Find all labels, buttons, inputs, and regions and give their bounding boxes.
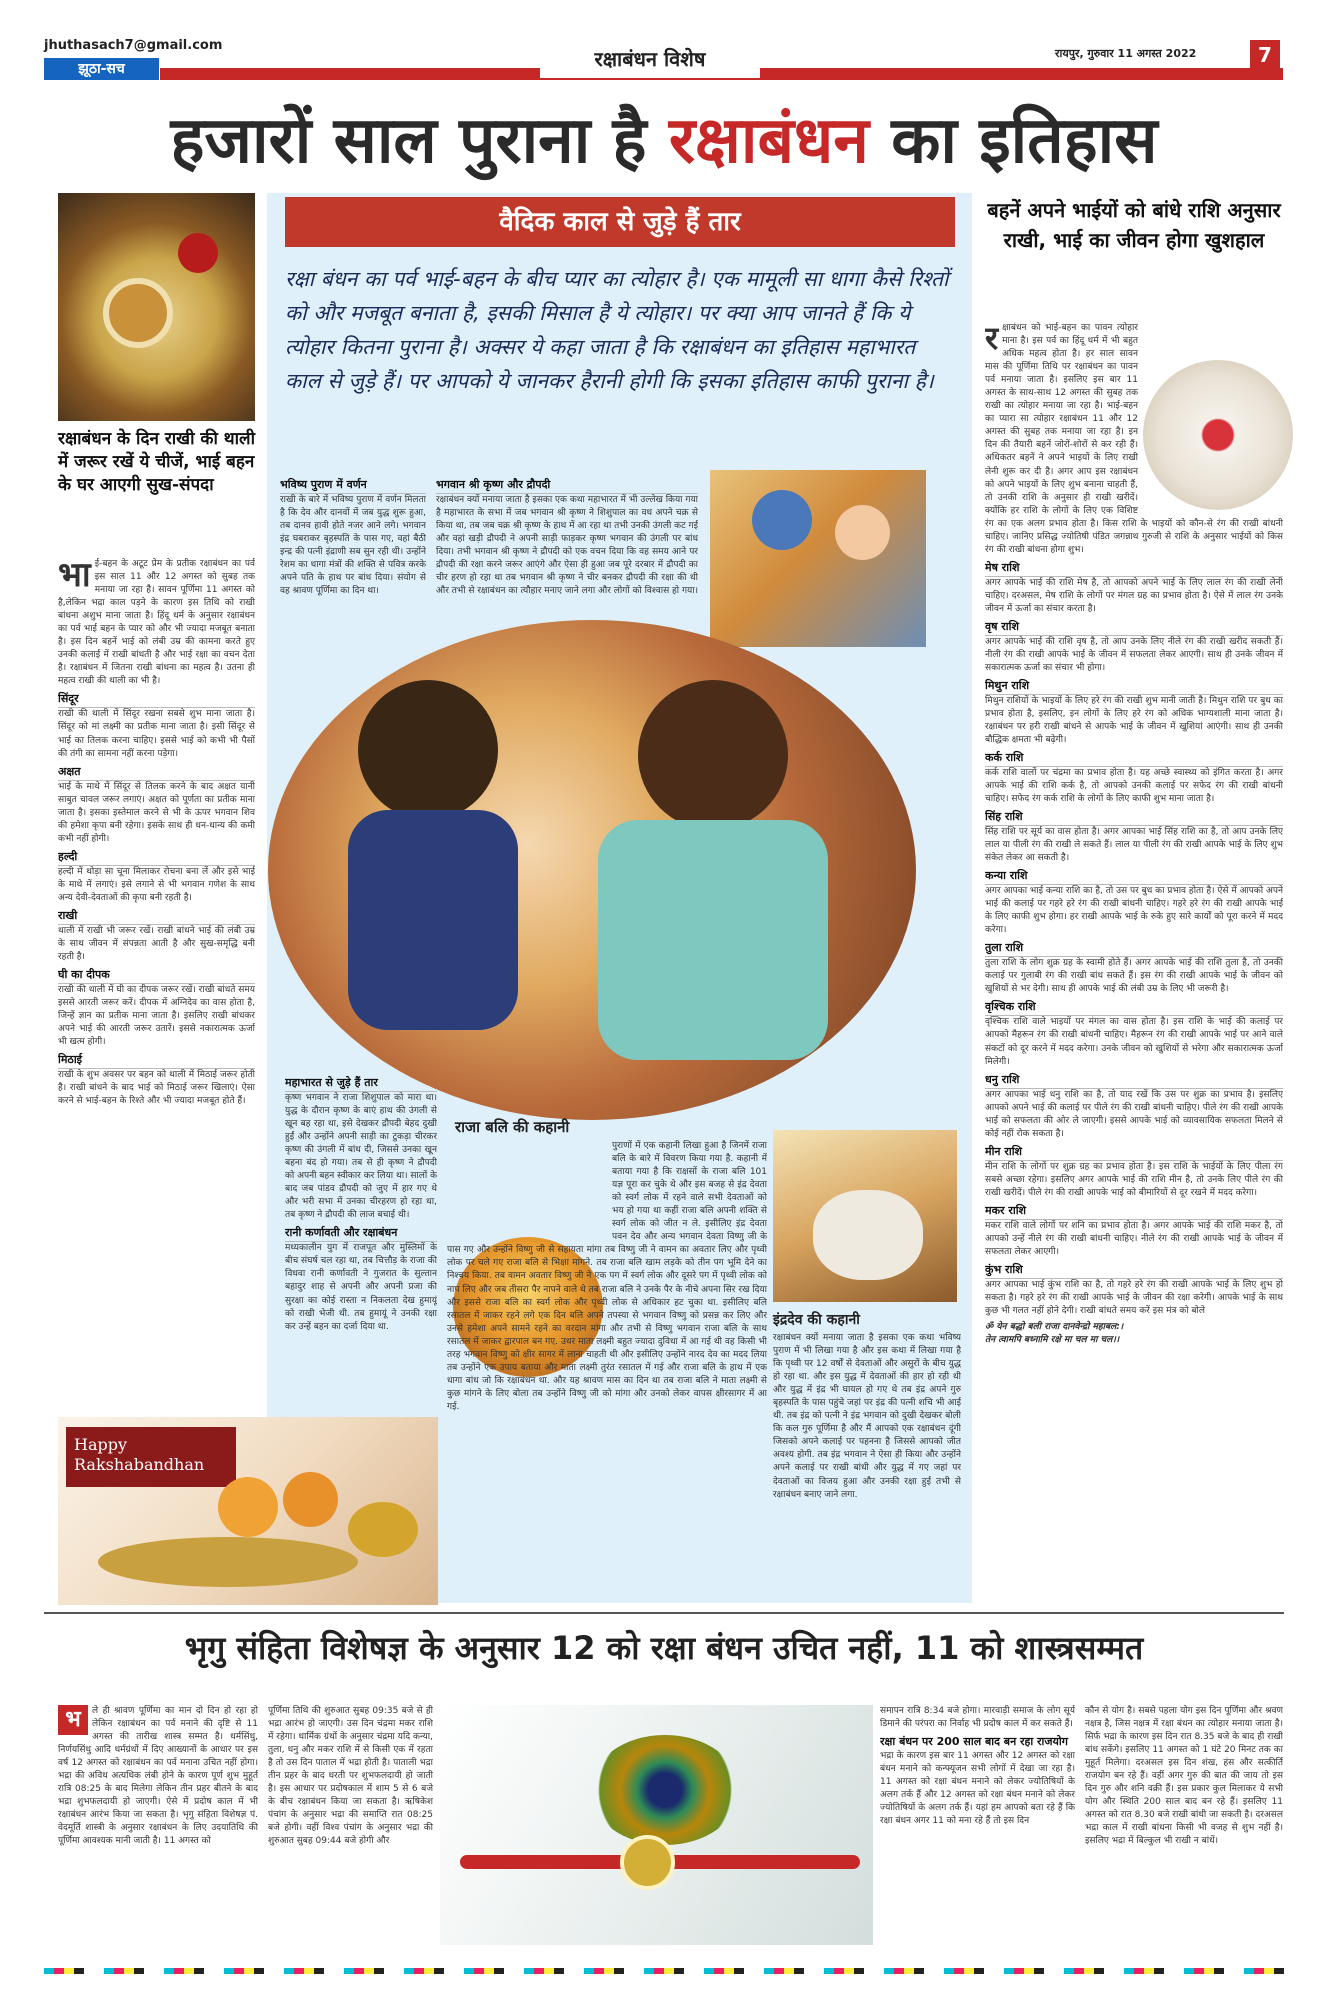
subhead-haldi: हल्दी	[58, 849, 78, 863]
rakhi-photo-spacer	[1138, 322, 1283, 512]
para-singh: सिंह राशि पर सूर्य का वास होता है। अगर आपका भाई सिंह राशि का है, तो आप उनके लिए लाल या पीली रंग की राखी ले सकते हैं। लाल या पीली रंग की राखी आपके भाई के लिए शुभ संकेत लेकर आ सकती है।	[985, 827, 1283, 864]
laddoo-1	[218, 1477, 278, 1537]
mantra-line-2: तेन त्वामपि बध्नामि रक्षे मा चल मा चल।।	[985, 1335, 1120, 1346]
dropcap-left: भा	[58, 558, 91, 595]
subhead-singh: सिंह राशि	[985, 810, 1023, 824]
para-haldi: हल्दी में थोड़ा सा चूना मिलाकर रोचना बना लें और इसे भाई के माथे में लगाएं। इसे लगाने से भी भगवान गणेश के साथ अन्य देवी-देवताओं की कृपा बनी रहती है।	[58, 866, 255, 903]
para-tula: तुला राशि के लोग शुक्र ग्रह के स्वामी होते हैं। अगर आपके भाई की राशि तुला है, तो उनकी कलाई पर गुलाबी रंग की राखी बांध सकते हैं। इस रंग की राखी आपके भाई के जीवन को खुशियों से भर देगी। साथ ही आपके भाई की लंबी उम्र के लिए भी जरूरी है।	[985, 958, 1283, 995]
thali-caption: रक्षाबंधन के दिन राखी की थाली में जरूर रखें ये चीजें, भाई बहन के घर आएगी सुख-संपदा	[58, 429, 255, 495]
para-karnavati: मध्यकालीन युग में राजपूत और मुस्लिमों के बीच संघर्ष चल रहा था, तब चित्तौड़ के राजा की विधवा रानी कर्णावती ने गुजरात के सुल्तान बहादुर शाह से अपनी और अपनी प्रजा की सुरक्षा का कोई रास्ता न निकलता देख हुमायूं को राखी भेजी थी. तब हुमायूं ने उनकी रक्षा कर उन्हें बहन का दर्जा दिया था.	[285, 1243, 437, 1332]
para-vrish: अगर आपके भाई की राशि वृष है, तो आप उनके लिए नीले रंग की राखी खरीद सकती हैं। नीली रंग की राखी आपके भाई के जीवन में सफलता लेकर आएगी। साथ ही उनके जीवन में सकारात्मक ऊर्जा का संचार भी होगा।	[985, 636, 1283, 673]
para-vrishchik: वृश्चिक राशि वाले भाइयों पर मंगल का वास होता है। इस राशि के भाई की कलाई पर आपको मैहरून रंग की राखी बांधनी चाहिए। मैहरून रंग की राखी आपके भाई पर आने वाले संकटों को दूर करने में मदद करेगा। उनके जीवन को खुशियों से भरेगा और सकारात्मक ऊर्जा मिलेगी।	[985, 1017, 1283, 1067]
happy-rakshabandhan-photo	[58, 1417, 438, 1605]
subhead-mithai: मिठाई	[58, 1053, 83, 1067]
bottom-headline: भृगु संहिता विशेषज्ञ के अनुसार 12 को रक्षा बंधन उचित नहीं, 11 को शास्त्रसम्मत	[184, 1629, 1144, 1667]
subhead-mahabharat: महाभारत से जुड़े हैं तार	[285, 1076, 378, 1089]
laddoo-2	[283, 1472, 338, 1527]
subhead-kark: कर्क राशि	[985, 751, 1024, 765]
subhead-mesh: मेष राशि	[985, 560, 1020, 574]
para-mahabharat: कृष्ण भगवान ने राजा शिशुपाल को मारा था। युद्ध के दौरान कृष्ण के बाएं हाथ की उंगली से खून बह रहा था, इसे देखकर द्रौपदी बेहद दुखी हुईं और उन्होंने अपनी साड़ी का टुकड़ा चीरकर कृष्ण की उंगली में बांध दी, जिससे उनका खून बहना बंद हो गया। तब से ही कृष्ण ने द्रौपदी को अपनी बहन स्वीकार कर लिया था। सालों के बाद जब पांडव द्रौपदी को जुए में हार गए थे और भरी सभा में उनका चीरहरण हो रहा था, तब कृष्ण ने द्रौपदी की लाज बचाई थी।	[285, 1092, 437, 1221]
para-mithai: राखी के शुभ अवसर पर बहन को थाली में मिठाई जरूर होती है। राखी बांधने के बाद भाई को मिठाई जरूर खिलाएं। ऐसा करने से भाई-बहन के रिश्ते और भी ज्यादा मजबूत होते हैं।	[58, 1070, 255, 1107]
brand-logo: झूठा-सच	[44, 58, 159, 80]
peacock-feather-rakhi-photo	[440, 1705, 873, 1945]
peacock-feather-eye	[590, 1735, 740, 1845]
rashi-article-title: बहनें अपने भाईयों को बांधे राशि अनुसार राखी, भाई का जीवन होगा खुशहाल	[987, 198, 1281, 252]
masthead-email: jhuthasach7@gmail.com	[44, 38, 223, 53]
boy-figure	[358, 680, 498, 820]
subhead-vrishchik: वृश्चिक राशि	[985, 1000, 1036, 1014]
diya-bowl	[348, 1502, 418, 1557]
subhead-krishna: भगवान श्री कृष्ण और द्रौपदी	[436, 478, 551, 491]
edition-date: रायपुर, गुरुवार 11 अगस्त 2022	[1055, 47, 1197, 60]
girl-figure	[638, 680, 788, 830]
para-krishna: रक्षाबंधन क्यों मनाया जाता है इसका एक कथा महाभारत में भी उल्लेख किया गया है महाभारत के सभा में जब भगवान श्री कृष्ण ने शिशुपाल का वध अपने चक्र से किया था, तब जब चक्र श्री कृष्ण के हाथ में आ रहा था तभी उनकी उंगली कट गई और वहां खड़ी द्रौपदी ने अपनी साड़ी फाड़कर कृष्ण भगवान की उंगली पर बांध दिया। तभी भगवान श्री कृष्ण ने द्रौपदी को एक वचन दिया कि वह समय आने पर द्रौपदी की रक्षा करने जरूर आएंगे और ऐसा ही हुआ जब पूरे दरबार में द्रौपदी का चीर हरण हो रहा था तब भगवान श्री कृष्ण ने चीर बनकर द्रौपदी की रक्षा की थी और तभी से रक्षाबंधन का त्यौहार मनाए जाने लगा और लोगों को विश्वास हो गया।	[436, 494, 698, 597]
rakhi-thali-photo	[58, 193, 255, 421]
subhead-mithun: मिथुन राशि	[985, 679, 1030, 692]
bali-float-spacer	[447, 1140, 612, 1240]
dropcap-right: र	[985, 322, 999, 357]
para-rakhi: थाली में राखी भी जरूर रखें। राखी बांधने भाई की लंबी उम्र के साथ जीवन में संपन्नता आती है और सुख-समृद्धि बनी रहती है।	[58, 925, 255, 962]
para-dhanu: अगर आपका भाई धनु राशि का है, तो याद रखें कि उस पर शुक्र का प्रभाव है। इसलिए आपको अपने भाई की कलाई पर पीले रंग की राखी बांधनी चाहिए। पीले रंग की राखी आपके भाई को सफलता की ओर ले जाएगी। इससे आपके भाई को व्यावसायिक सफलता मिलने से कोई नहीं रोक सकता है।	[985, 1089, 1283, 1139]
bottom-col-1: भ ले ही श्रावण पूर्णिमा का मान दो दिन हो रहा हो लेकिन रक्षाबंधन का पर्व मनाने की दृष्टि से 11 अगस्त की तारीख शास्त्र सम्मत है। धर्मसिंधु, निर्णयसिंधु आदि धर्मग्रंथों में दिए आख्यानों के आधार पर इस वर्ष 12 अगस्त को रक्षाबंधन का पर्व मनाना उचित नहीं होगा। भद्रा की अविध अत्यधिक लंबी होने के कारण पूर्ण शुभ मुहूर्त रात्रि 08:25 के बाद मिलेगा लेकिन तीन प्रहर बीतने के बाद भद्रा शुभफलदायी हो जाएगी। ऐसे में प्रदोष काल में भी रक्षाबंधन आरंभ किया जा सकता है। भृगु संहिता विशेषज्ञ पं. वेदमूर्ति शास्त्री के अनुसार रक्षाबंधन के लिए उदयातिथि की पूर्णिमा आवश्यक मानी जाती है। 11 अगस्त को	[58, 1706, 258, 1847]
para-akshat: भाई के माथे में सिंदूर से तिलक करने के बाद अक्षत यानी साबुत चावल जरूर लगाएं। अक्षत को पूर्णता का प्रतीक माना जाता है। इसका इस्तेमाल करने से भी के ऊपर भगवान शिव की हमेशा कृपा बनी रहेगा। इसके साथ ही धन-धान्य की कमी कभी नहीं होगी।	[58, 781, 255, 844]
dry-fruit-bowl	[103, 278, 173, 348]
para-bali: पुराणों में एक कहानी लिखा हुआ है जिनमें राजा बलि के बारे में विवरण किया गया है. कहानी में बताया गया है कि राक्षसों के राजा बलि 101 यज्ञ पूरा कर चुके थे और इस बजह से इंद्र देवता को स्वर्ग लोक में रहने वाले सभी देवताओं को भय हो गया था कहीं राजा बलि अपनी शक्ति से स्वर्ग लोक को जीत न ले. इसीलिए इंद्र देवता पवन देव और अन्य भगवान देवता विष्णु जी के पास गए और उन्होंने विष्णु जी से सहायता मांगा तब विष्णु जी ने वामन का अवतार लिए और पृथ्वी लोक पर चले गए राजा बलि से भिक्षा मांगने. तब राजा बलि खाम लड़के को तीन पग भूमि देने का निश्चय किया. तब वामन अवतार विष्णु जी ने एक पग में स्वर्ग लोक और दूसरे पग में पृथ्वी लोक को नाप लिए और जब तीसरा पैर नापने वाले थे तब राजा बलि ने उनके पैर के नीचे अपना सिर रख दिया और इससे राजा बलि का स्वर्ग लोक और पृथ्वी लोक से अधिकार हट चुका था. इसीलिए बलि रसातल में जाकर रहने लगे एक दिन बलि अपने तपस्या से भगवान विष्णु को प्रसन्न कर लिए और उनसे हमेशा अपने सामने रहने का वरदान मांगा और तभी से विष्णु भगवान राजा बलि के साथ रसातल में जाकर द्वारपाल बन गए. उधर माता लक्ष्मी बहुत ज्यादा दुविधा में आ गई थी वह किसी भी तरह भगवान विष्णु को क्षीर सागर में लाना चाहती थी और इसीलिए उन्होंने नारद देव का मदद लिया तब उन्होंने एक उपाय बताया और माता लक्ष्मी तुरंत रसातल में गई और राजा बलि के हाथ में एक धागा बांध जो कि रक्षाबंधन था. और यह श्रावण मास का दिन था तब राजा बलि ने माता लक्ष्मी से कुछ मांगने के लिए बोला तब उन्होंने विष्णु जी को मांगा और उनको लेकर वापस क्षीरसागर में आ गई.	[447, 1141, 767, 1412]
feature-intro: रक्षा बंधन का पर्व भाई-बहन के बीच प्यार का त्योहार है। एक मामूली सा धागा कैसे रिश्तों को और मजबूत बनाता है, इसकी मिसाल है ये त्योहार। पर क्या आप जानते हैं कि ये त्योहार कितना पुराना है। अक्सर ये कहा जाता है कि रक्षाबंधन का इतिहास महाभारत काल से जुड़े हैं। पर आपको ये जानकर हैरानी होगी कि इसका इतिहास काफी पुराना है।	[285, 267, 949, 393]
left-column-text: भाई-बहन के अटूट प्रेम के प्रतीक रक्षाबंधन का पर्व इस साल 11 और 12 अगस्त को सुबह तक मनाया जा रहा है। सावन पूर्णिमा 11 अगस्त को है,लेकिन भद्रा काल पड़ने के कारण इस तिथि को राखी बांधना अशुभ माना जाता है। हिंदू धर्म के अनुसार रक्षाबंधन का पर्व भाई बहन के प्यार को और भी ज्यादा मजबूत बनाता है। इस दिन बहनें भाई को लंबी उम्र की कामना करते हुए उनकी कलाई में राखी बांधती है और भाई रक्षा का वचन देता है। रक्षाबंधन में जितना राखी बांधना का महत्व है। उतना ही महत्व राखी की थाली का भी है। सिंदूर राखी की थाली में सिंदूर रखना सबसे शुभ माना जाता है। सिंदूर को मां लक्ष्मी का प्रतीक माना जाता है। इसी सिंदूर से भाई का तिलक करना चाहिए। इससे भाई को कभी भी पैसों की तंगी का सामना नहीं करना पड़ेगा। अक्षत भाई के माथे में सिंदूर से तिलक करने के बाद अक्षत यानी साबुत चावल जरूर लगाएं। अक्षत को पूर्णता का प्रतीक माना जाता है। इसका इस्तेमाल करने से भी के ऊपर भगवान शिव की हमेशा कृपा बनी रहेगा। इसके साथ ही धन-धान्य की कमी कभी नहीं होगी। हल्दी हल्दी में थोड़ा सा चूना मिलाकर रोचना बना लें और इसे भाई के माथे में लगाएं। इसे लगाने से भी भगवान गणेश के साथ अन्य देवी-देवताओं की कृपा बनी रहती है। राखी थाली में राखी भी जरूर रखें। राखी बांधने भाई की लंबी उम्र के साथ जीवन में संपन्नता आती है और सुख-समृद्धि बनी रहती है। घी का दीपक राखी की थाली में घी का दीपक जरूर रखें। राखी बांधते समय इससे आरती जरूर करें। दीपक में अग्निदेव का वास होता है, जिन्हें ज्ञान का प्रतीक माना जाता है। इसलिए राखी बांधकर अपने भाई की आरती जरूर उतारें। इससे नकारात्मक ऊर्जा भी खत्म होगी। मिठाई राखी के शुभ अवसर पर बहन को थाली में मिठाई जरूर होती है। राखी बांधने के बाद भाई को मिठाई जरूर खिलाएं। ऐसा करने से भाई-बहन के रिश्ते और भी ज्यादा मजबूत होते हैं।	[58, 558, 255, 1418]
krishna-draupadi-painting	[710, 470, 926, 647]
subhead-vrish: वृष राशि	[985, 619, 1019, 633]
greeting-card-text: Happy Rakshabandhan	[66, 1427, 236, 1487]
subhead-diya: घी का दीपक	[58, 967, 110, 981]
page-number: 7	[1250, 40, 1280, 70]
para-mesh: अगर आपके भाई की राशि मेष है, तो आपको अपने भाई के लिए लाल रंग की राखी लेनी चाहिए। दरअसल, मेष राशि के लोगों पर मंगल ग्रह का प्रभाव होता है। ऐसे में लाल रंग उनके जीवन में ऊर्जा का संचार करता है।	[985, 577, 1283, 614]
roli-bowl	[178, 233, 218, 273]
subhead-rakhi: राखी	[58, 908, 78, 922]
section-title: रक्षाबंधन विशेष	[540, 40, 760, 78]
mantra-line-1: ॐ येन बद्धो बली राजा दानवेन्द्रो महाबल:।	[985, 1321, 1124, 1332]
subhead-makar: मकर राशि	[985, 1203, 1027, 1217]
puja-thali	[98, 1537, 358, 1587]
subhead-sindoor: सिंदूर	[58, 692, 79, 706]
subhead-karnavati: रानी कर्णावती और रक्षाबंधन	[285, 1226, 398, 1240]
subhead-bali: राजा बलि की कहानी	[455, 1118, 570, 1136]
para-kanya: अगर आपका भाई कन्या राशि का है, तो उस पर बुध का प्रभाव होता है। ऐसे में आपको अपने भाई की कलाई पर गहरे हरे रंग की राखी बांधनी चाहिए। गहरे हरे रंग की राखी आपके भाई के लिए काफी शुभ होगा। हर राखी आपके भाई के रुके हुए सारे कार्यों को पूरा करने में मदद करेगा।	[985, 886, 1283, 936]
print-registration-bar	[44, 1968, 1284, 1974]
subhead-kanya: कन्या राशि	[985, 869, 1028, 883]
para-kumbh: अगर आपका भाई कुंभ राशि का है, तो गहरे हरे रंग की राखी आपके भाई के लिए शुभ हो सकता है। गहरे हरे रंग की राखी आपके भाई के जीवन की रक्षा करेगी। आपके भाई के साथ कुछ भी गलत नहीं होने देगी। राखी बांधते समय करें इस मंत्र को बोले	[985, 1279, 1283, 1316]
para-bhavishya: राखी के बारे में भविष्य पुराण में वर्णन मिलता है कि देव और दानवों में जब युद्ध शुरू हुआ, तब दानव हावी होते नजर आने लगे। भगवान इंद्र घबराकर बृहस्पति के पास गए, वहां बैठी इन्द्र की पत्नी इंद्राणी सब सुन रही थी। उन्होंने रेशम का धागा मंत्रों की शक्ति से पवित्र करके अपने पति के हाथ पर बांध दिया। संयोग से वह श्रावण पूर्णिमा का दिन था।	[280, 494, 426, 597]
indradev-elephant-painting	[773, 1130, 957, 1302]
para-sindoor: राखी की थाली में सिंदूर रखना सबसे शुभ माना जाता है। सिंदूर को मां लक्ष्मी का प्रतीक माना जाता है। इसी सिंदूर से भाई का तिलक करना चाहिए। इससे भाई को कभी भी पैसों की तंगी का सामना नहीं करना पड़ेगा।	[58, 709, 255, 759]
subhead-kumbh: कुंभ राशि	[985, 1262, 1023, 1276]
boy-jacket	[348, 810, 518, 1030]
airavata-figure	[813, 1190, 923, 1280]
subhead-akshat: अक्षत	[58, 764, 81, 778]
mahabharat-section	[285, 1072, 437, 1372]
dropcap-bottom: भ	[58, 1705, 88, 1735]
para-indradev: रक्षाबंधन क्यों मनाया जाता है इसका एक कथा भविष्य पुराण में भी लिखा गया है और इस कथा में लिखा गया है कि पृथ्वी पर 12 वर्षों से देवताओं और असुरों के बीच युद्ध हो रहा था. और इस युद्ध में देवताओं की हार हो रही थी और युद्ध में इंद्र भी घायल हो गए थे तब इंद्र अपने गुरु बृहस्पति के पास पहुंचे जहां पर इंद्र की पत्नी शचि भी आई थी. तब इंद्र को पत्नी ने इंद्र भगवान को दुखी देखकर बोली कि कल गुरु पूर्णिमा है और मैं आपको एक रक्षाबंधन दूंगी जिसको अपने कलाई पर पहनना है जिससे आपको जीत अवश्य होगी. तब इंद्र भगवान ने ऐसा ही किया और उन्होंने अपने कलाई पर राखी बांधी और युद्ध में गए जहां पर देवताओं का विजय हुआ और उनकी रक्षा हुई तभी से रक्षाबंधन बनाए जाने लगा.	[773, 1333, 961, 1500]
para-mithun: मिथुन राशियों के भाइयों के लिए हरे रंग की राखी शुभ मानी जाती है। मिथुन राशि पर बुध का प्रभाव होता है, इसलिए, इन लोगों के लिए हरे रंग को अधिक भाग्यशाली माना जाता है। रक्षाबंधन पर हरी राखी बांधने से आपके भाई के जीवन में खुशियां आएंगी। साथ ही उनकी बौद्धिक क्षमता भी बढ़ेगी।	[985, 695, 1283, 746]
para-diya: राखी की थाली में घी का दीपक जरूर रखें। राखी बांधते समय इससे आरती जरूर करें। दीपक में अग्निदेव का वास होता है, जिन्हें ज्ञान का प्रतीक माना जाता है। इसलिए राखी बांधकर अपने भाई की आरती जरूर उतारें। इससे नकारात्मक ऊर्जा भी खत्म होगी।	[58, 984, 255, 1048]
main-headline: हजारों साल पुराना है रक्षाबंधन का इतिहास	[170, 103, 1158, 178]
para-col3a: समापन रात्रि 8:34 बजे होगा। मारवाड़ी समाज के लोग सूर्य डिमाने की परंपरा का निर्वाह भी प्रदोष काल में कर सकते हैं।	[880, 1706, 1075, 1730]
subhead-indradev: इंद्रदेव की कहानी	[773, 1312, 860, 1328]
bottom-col-3	[880, 1705, 1075, 1950]
bottom-divider	[44, 1612, 1284, 1614]
subhead-bhavishya: भविष्य पुराण में वर्णन	[280, 478, 367, 491]
girl-dress	[598, 820, 828, 1060]
bottom-col-2: पूर्णिमा तिथि की शुरुआत सुबह 09:35 बजे से ही भद्रा आरंभ हो जाएगी। उस दिन चंद्रमा मकर राशि में रहेगा। धार्मिक ग्रंथों के अनुसार चंद्रमा यदि कन्या, तुला, धनु और मकर राशि में से किसी एक में रहता है तो उस दिन पाताल में भद्रा होती है। पाताली भद्रा तीन प्रहर के बाद धरती पर शुभफलदायी हो जाती है। इस आधार पर प्रदोषकाल में शाम 5 से 6 बजे के बीच रक्षाबंधन किया जा सकता है। ऋषिकेश पंचांग के अनुसार भद्रा की समाप्ति रात 08:25 बजे होगी। वहीं विश्व पंचांग के अनुसार भद्रा की शुरुआत सुबह 09:44 बजे होगी और	[268, 1706, 433, 1847]
subhead-tula: तुला राशि	[985, 941, 1024, 955]
krishna-figure	[752, 490, 812, 550]
para-meen: मीन राशि के लोगों पर शुक्र ग्रह का प्रभाव होता है। इस राशि के भाईयों के लिए पीला रंग सबसे अच्छा रहेगा। इसलिए अगर आपके भाई की राशि मीन है, तो उनके लिए पीले रंग की राखी खरीदें। पीले रंग की राखी आपके भाई को बीमारियों से दूर रखने में मदद करेगा।	[985, 1161, 1283, 1198]
rashi-article-text: रक्षाबंधन को भाई-बहन का पावन त्योहार माना है। इस पर्व का हिंदू धर्म में भी बहुत अधिक महत्व होता है। हर साल सावन मास की पूर्णिमा तिथि पर रक्षाबंधन का पावन पर्व मनाया जाता है। इसलिए इस बार 11 अगस्त के साथ-साथ 12 अगस्त की सुबह तक राखी का त्योहार मनाया जा रहा है। भाई-बहन का प्यारा सा त्योहार रक्षाबंधन 11 और 12 अगस्त की सुबह तक मनाया जा रहा है। इन दिन की तैयारी बहनें जोरों-शोरों से कर रही हैं। अधिकतर बहनें ने अपने भाइयों के लिए राखी लेनी शुरू कर दी है। अगर आप इस रक्षाबंधन को अपने भाइयों के लिए शुभ बनाना चाहती हैं, तो उनकी राशि के अनुसार ही राखी खरीदें। क्योंकि हर राशि के लोगों के लिए एक विशिष्ट रंग का एक अलग प्रभाव होता है। किस राशि के भाइयों को कौन-से रंग की राखी बांधनी चाहिए। जानिए प्रसिद्ध ज्योतिषी पंडित जगन्नाथ गुरुजी से राशि के अनुसार भाईयों को किस रंग की राखी बांधना होगा शुभ। मेष राशि अगर आपके भाई की राशि मेष है, तो आपको अपने भाई के लिए लाल रंग की राखी लेनी चाहिए। दरअसल, मेष राशि के लोगों पर मंगल ग्रह का प्रभाव होता है। ऐसे में लाल रंग उनके जीवन में ऊर्जा का संचार करता है। वृष राशि अगर आपके भाई की राशि वृष है, तो आप उनके लिए नीले रंग की राखी खरीद सकती हैं। नीली रंग की राखी आपके भाई के जीवन में सफलता लेकर आएगी। साथ ही उनके जीवन में सकारात्मक ऊर्जा का संचार भी होगा। मिथुन राशि मिथुन राशियों के भाइयों के लिए हरे रंग की राखी शुभ मानी जाती है। मिथुन राशि पर बुध का प्रभाव होता है, इसलिए, इन लोगों के लिए हरे रंग को अधिक भाग्यशाली माना जाता है। रक्षाबंधन पर हरी राखी बांधने से आपके भाई के जीवन में खुशियां आएंगी। साथ ही उनकी बौद्धिक क्षमता भी बढ़ेगी। कर्क राशि कर्क राशि वालों पर चंद्रमा का प्रभाव होता है। यह अच्छे स्वास्थ्य को इंगित करता है। अगर आपके भाई की राशि कर्क है, तो आपको उनकी कलाई पर सफेद रंग की राखी बांधनी चाहिए। सफेद रंग कर्क राशि के लोगों के लिए काफी शुभ माना जाता है। सिंह राशि सिंह राशि पर सूर्य का वास होता है। अगर आपका भाई सिंह राशि का है, तो आप उनके लिए लाल या पीली रंग की राखी ले सकते हैं। लाल या पीली रंग की राखी आपके भाई के लिए शुभ संकेत लेकर आ सकती है। कन्या राशि अगर आपका भाई कन्या राशि का है, तो उस पर बुध का प्रभाव होता है। ऐसे में आपको अपने भाई की कलाई पर गहरे हरे रंग की राखी बांधनी चाहिए। गहरे हरे रंग की राखी आपके भाई के लिए काफी शुभ होगा। हर राखी आपके भाई के रुके हुए सारे कार्यों को पूरा करने में मदद करेगा। तुला राशि तुला राशि के लोग शुक्र ग्रह के स्वामी होते हैं। अगर आपके भाई की राशि तुला है, तो उनकी कलाई पर गुलाबी रंग की राखी बांध सकते हैं। इस रंग की राखी आपके भाई के जीवन को खुशियों से भर देगी। साथ ही आपके भाई की लंबी उम्र के लिए भी जरूरी है। वृश्चिक राशि वृश्चिक राशि वाले भाइयों पर मंगल का वास होता है। इस राशि के भाई की कलाई पर आपको मैहरून रंग की राखी बांधनी चाहिए। मैहरून रंग की राखी आपके भाई पर आने वाले संकटों को दूर करने में मदद करेगा। उनके जीवन को खुशियों से भरेगा और सकारात्मक ऊर्जा मिलेगी। धनु राशि अगर आपका भाई धनु राशि का है, तो याद रखें कि उस पर शुक्र का प्रभाव है। इसलिए आपको अपने भाई की कलाई पर पीले रंग की राखी बांधनी चाहिए। पीले रंग की राखी आपके भाई को सफलता की ओर ले जाएगी। इससे आपके भाई को व्यावसायिक सफलता मिलने से कोई नहीं रोक सकता है। मीन राशि मीन राशि के लोगों पर शुक्र ग्रह का प्रभाव होता है। इस राशि के भाईयों के लिए पीला रंग सबसे अच्छा रहेगा। इसलिए अगर आपके भाई की राशि मीन है, तो उनके लिए पीले रंग की राखी खरीदें। पीले रंग की राखी आपके भाई को बीमारियों से दूर रखने में मदद करेगा। मकर राशि मकर राशि वाले लोगों पर शनि का प्रभाव होता है। अगर आपके भाई की राशि मकर है, तो आपको उन्हें नीले रंग की राखी बांधनी चाहिए। नीले रंग की राखी आपके भाई के जीवन में सफलता लेकर आएगी। कुंभ राशि अगर आपका भाई कुंभ राशि का है, तो गहरे हरे रंग की राखी आपके भाई के लिए शुभ हो सकता है। गहरे हरे रंग की राखी आपके भाई के जीवन की रक्षा करेगी। आपके भाई के साथ कुछ भी गलत नहीं होने देगी। राखी बांधते समय करें इस मंत्र को बोले ॐ येन बद्धो बली राजा दानवेन्द्रो महाबल:। तेन त्वामपि बध्नामि रक्षे मा चल मा चल।।	[985, 322, 1283, 1602]
rakhi-pendant	[620, 1835, 675, 1890]
children-rakhi-photo	[268, 620, 916, 1120]
subhead-meen: मीन राशि	[985, 1144, 1023, 1158]
subhead-rajyog: रक्षा बंधन पर 200 साल बाद बन रहा राजयोग	[880, 1735, 1068, 1749]
subhead-dhanu: धनु राशि	[985, 1072, 1020, 1086]
bottom-col-4: कौन से योग है। सबसे पहला योग इस दिन पूर्णिमा और श्रवण नक्षत्र है, जिस नक्षत्र में रक्षा बंधन का त्योहार मनाया जाता है। सिर्फ भद्रा के कारण इस दिन रात 8.35 बजे के बाद ही राखी बांध सकेंगे। इसलिए 11 अगस्त को 1 घंटे 20 मिनट तक का मुहूर्त मिलेगा। दरअसल इस दिन शंख, हंस और सत्कीर्ति राजयोग बन रहे हैं। वहीं अगर गुरु की बात की जाय तो इस दिन गुरु और शनि वक्री हैं। इस प्रकार कुल मिलाकर ये सभी योग और स्थिति 200 साल बाद बन रहे हैं। इसलिए 11 अगस्त को रात 8.30 बजे राखी बांधी जा सकती है। दरअसल भद्रा काल में राखी बांधना किसी भी वजह से शुभ नहीं है। इसलिए भद्रा में बिल्कुल भी राखी न बांधें।	[1085, 1706, 1283, 1847]
draupadi-figure	[835, 505, 890, 560]
para-kark: कर्क राशि वालों पर चंद्रमा का प्रभाव होता है। यह अच्छे स्वास्थ्य को इंगित करता है। अगर आपके भाई की राशि कर्क है, तो आपको उनकी कलाई पर सफेद रंग की राखी बांधनी चाहिए। सफेद रंग कर्क राशि के लोगों के लिए काफी शुभ माना जाता है।	[985, 768, 1283, 805]
para-makar: मकर राशि वाले लोगों पर शनि का प्रभाव होता है। अगर आपके भाई की राशि मकर है, तो आपको उन्हें नीले रंग की राखी बांधनी चाहिए। नीले रंग की राखी आपके भाई के जीवन में सफलता लेकर आएगी।	[985, 1220, 1283, 1257]
feature-banner: वैदिक काल से जुड़े हैं तार	[285, 197, 955, 247]
para-col3b: भद्रा के कारण इस बार 11 अगस्त और 12 अगस्त को रक्षा बंधन मनाने को कन्फ्यूजन सभी लोगों में देखा जा रहा है। 11 अगस्त को रक्षा बंधन मनाने को लेकर ज्योतिषियों के अलग तर्क हैं और 12 अगस्त को रक्षा बंधन मनाने को लेकर ज्योतिषियों के अलग तर्क हैं। यहां हम आपको बता रहे हैं कि रक्षा बंधन अगर 11 को मना रहे हैं तो इस दिन	[880, 1751, 1075, 1827]
